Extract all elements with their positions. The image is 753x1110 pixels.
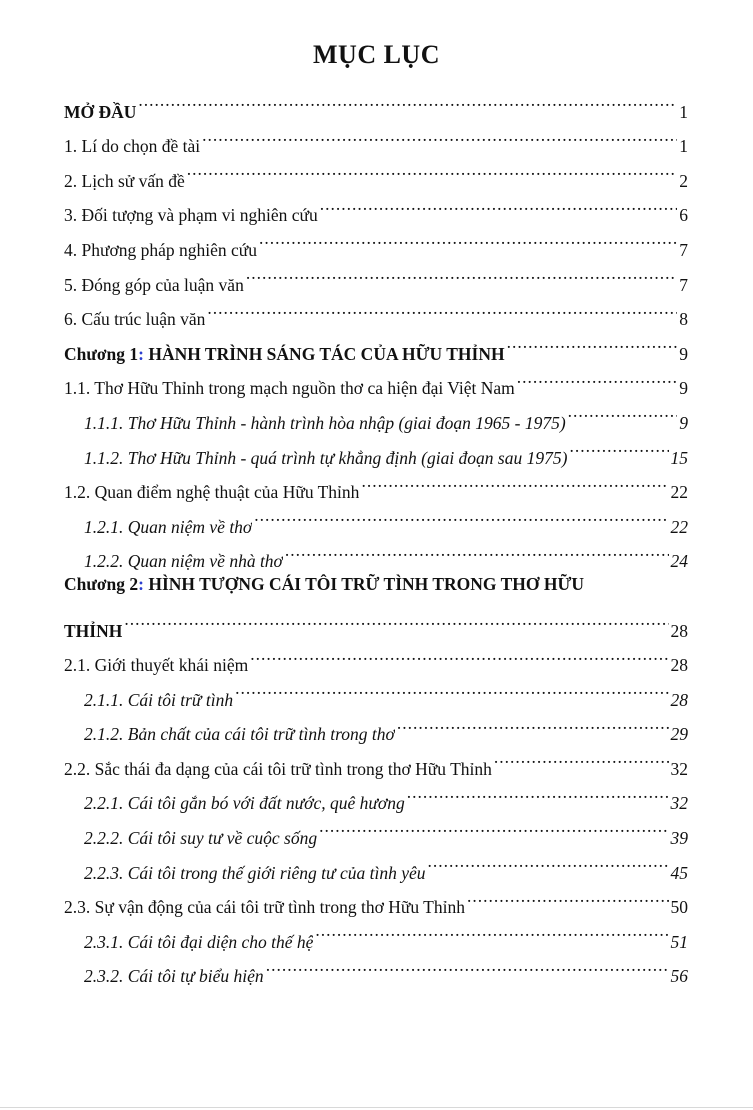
toc-page-number: 39: [670, 828, 688, 849]
toc-chapter-2: [64, 602, 688, 641]
dot-leader: [254, 498, 668, 533]
dot-leader: [138, 83, 677, 118]
toc-page-number: 7: [679, 239, 688, 260]
page-bottom-divider: [0, 1107, 753, 1108]
toc-label: 5. Đóng góp của luận văn: [64, 274, 244, 295]
toc-page-number: 1: [679, 101, 688, 122]
dot-leader: [568, 394, 678, 429]
dot-leader: [285, 533, 669, 568]
chapter-title: HÀNH TRÌNH SÁNG TÁC CỦA HỮU THỈNH: [148, 343, 505, 364]
toc-page-number: 28: [670, 655, 688, 676]
dot-leader: [319, 809, 668, 844]
dot-leader: [207, 291, 677, 326]
toc-page-number: 7: [679, 274, 688, 295]
dot-leader: [250, 637, 668, 672]
toc-page-number: 9: [679, 412, 688, 433]
toc-page-number: 28: [670, 689, 688, 710]
toc-entry-mo-dau: [64, 83, 688, 122]
dot-leader: [235, 671, 668, 706]
toc-page-number: 8: [679, 309, 688, 330]
toc-label: MỞ ĐẦU: [64, 101, 137, 122]
toc-label: 2.2.1. Cái tôi gắn bó với đất nước, quê hương: [84, 793, 405, 814]
chapter-word: Chương 1: [64, 343, 139, 364]
dot-leader: [569, 429, 668, 464]
dot-leader: [320, 187, 678, 222]
toc-page-number: 22: [670, 482, 688, 503]
toc-page-number: 56: [670, 966, 688, 987]
toc-page-number: 45: [670, 862, 688, 883]
toc-label: 2.3.2. Cái tôi tự biểu hiện: [84, 966, 264, 987]
toc-page-number: 50: [670, 897, 688, 918]
toc-label: 1.2.1. Quan niệm về thơ: [84, 516, 253, 537]
toc-label: 2.2. Sắc thái đa dạng của cái tôi trữ tình trong thơ Hữu Thỉnh: [64, 758, 492, 779]
toc-page-number: 15: [670, 447, 688, 468]
toc-label: 1.1.2. Thơ Hữu Thỉnh - quá trình tự khẳng định (giai đoạn sau 1975): [84, 447, 568, 468]
toc-page-number: 24: [670, 551, 688, 572]
toc-label: 3. Đối tượng và phạm vi nghiên cứu: [64, 205, 318, 226]
dot-leader: [407, 775, 669, 810]
chapter-word: Chương 2: [64, 574, 139, 595]
dot-leader: [467, 879, 669, 914]
toc-label: 2.3.1. Cái tôi đại diện cho thế hệ: [84, 931, 314, 952]
toc-page-number: 22: [670, 516, 688, 537]
toc-label: 1.1. Thơ Hữu Thỉnh trong mạch nguồn thơ ca hiện đại Việt Nam: [64, 378, 515, 399]
toc-label: 2.1.1. Cái tôi trữ tình: [84, 689, 234, 710]
toc-page-number: 1: [679, 136, 688, 157]
dot-leader: [517, 360, 677, 395]
dot-leader: [259, 221, 677, 256]
dot-leader: [187, 152, 677, 187]
toc-chapter-label: [64, 337, 505, 372]
dot-leader: [397, 706, 669, 741]
toc-page-number: 29: [670, 724, 688, 745]
dot-leader: [124, 602, 668, 637]
chapter-colon: :: [138, 574, 144, 595]
dot-leader: [202, 118, 677, 153]
toc-page-number: 9: [679, 378, 688, 399]
dot-leader: [266, 948, 669, 983]
page-title: MỤC LỤC: [313, 40, 440, 69]
chapter-title-continuation: THỈNH: [64, 620, 123, 641]
dot-leader: [507, 325, 678, 360]
toc-label: 2.2.3. Cái tôi trong thế giới riêng tư của tình yêu: [84, 862, 426, 883]
toc-label: 2.2.2. Cái tôi suy tư về cuộc sống: [84, 828, 318, 849]
chapter-title: HÌNH TƯỢNG CÁI TÔI TRỮ TÌNH TRONG THƠ HỮU: [148, 574, 585, 595]
toc-chapter-2-heading: [64, 567, 688, 602]
dot-leader: [494, 740, 669, 775]
toc-label: 6. Cấu trúc luận văn: [64, 309, 206, 330]
toc-label: 1.2. Quan điểm nghệ thuật của Hữu Thỉnh: [64, 482, 360, 503]
toc-label: 4. Phương pháp nghiên cứu: [64, 239, 257, 260]
table-of-contents: [64, 83, 688, 987]
toc-page-number: 32: [670, 758, 688, 779]
toc-page-number: 32: [670, 793, 688, 814]
toc-page-number: 6: [679, 205, 688, 226]
toc-label: 1.2.2. Quan niệm về nhà thơ: [84, 551, 283, 572]
dot-leader: [361, 464, 668, 499]
toc-page-number: 9: [679, 343, 688, 364]
dot-leader: [315, 913, 668, 948]
toc-label: 2.1. Giới thuyết khái niệm: [64, 655, 249, 676]
toc-label: 1. Lí do chọn đề tài: [64, 136, 201, 157]
toc-label: 1.1.1. Thơ Hữu Thỉnh - hành trình hòa nhập (giai đoạn 1965 - 1975): [84, 412, 566, 433]
toc-entry: [64, 118, 688, 157]
chapter-colon: :: [138, 343, 144, 364]
toc-label: 2.3. Sự vận động của cái tôi trữ tình trong thơ Hữu Thỉnh: [64, 897, 465, 918]
toc-page-number: 2: [679, 170, 688, 191]
dot-leader: [427, 844, 668, 879]
toc-entry: [64, 637, 688, 676]
toc-label: 2. Lịch sử vấn đề: [64, 170, 185, 191]
dot-leader: [246, 256, 677, 291]
toc-label: 2.1.2. Bản chất của cái tôi trữ tình trong thơ: [84, 724, 395, 745]
toc-page-number: 28: [670, 620, 688, 641]
toc-page-number: 51: [670, 931, 688, 952]
